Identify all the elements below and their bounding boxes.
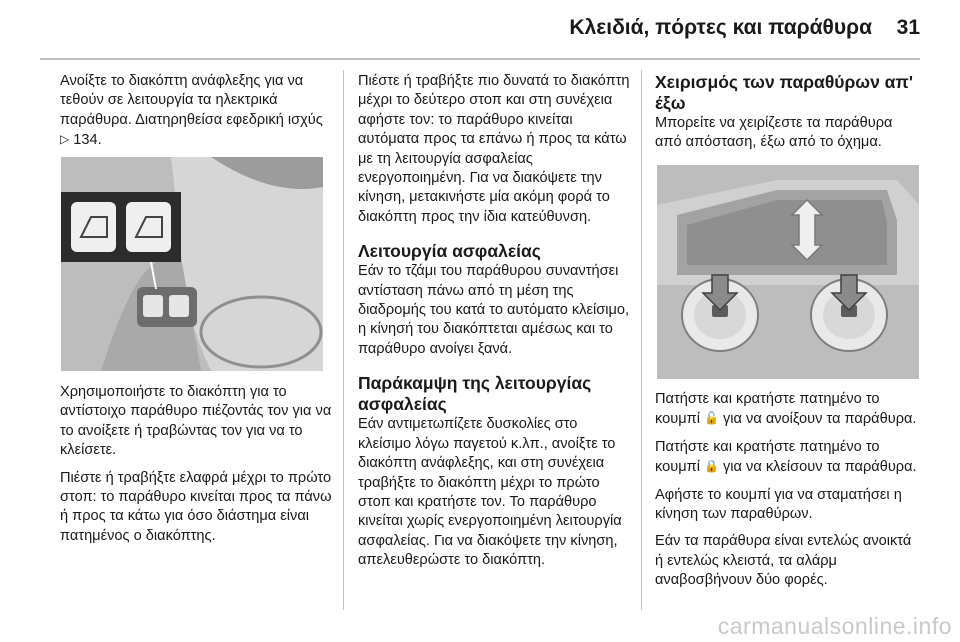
remote-key-illustration	[657, 165, 919, 379]
window-switch-left	[71, 202, 116, 252]
paragraph-ignition: Ανοίξτε το διακόπτη ανάφλεξης για να τεθούν σε λειτουργία τα ηλεκτρικά παράθυρα. Διατηρηθείσα εφεδρική ισχύς ▷ 134.	[60, 73, 323, 149]
paragraph-switch-use: Χρησιμοποιήστε το διακόπτη για το αντίστοιχο παράθυρο πιέζοντάς τον για να το ανοίξετε ή τραβώντας τον για να το κλείσετε.	[60, 384, 332, 459]
paragraph-first-stop: Πιέστε ή τραβήξτε ελαφρά μέχρι το πρώτο στοπ: το παράθυρο κινείται προς τα πάνω ή προς τα κάτω για όσο διάστημα είναι πατημένος ο διακόπτης.	[60, 469, 332, 544]
column-1-lower	[60, 383, 335, 554]
window-switch-right	[126, 202, 171, 252]
column-1	[60, 72, 330, 159]
paragraph-open: Πατήστε και κρατήστε πατημένο το κουμπί 🔓 για να ανοίξουν τα παράθυρα.	[655, 391, 917, 428]
door-switch-illustration	[61, 157, 323, 371]
paragraph-remote-intro: Μπορείτε να χειρίζεστε τα παράθυρα από απόσταση, έξω από το όχημα.	[655, 115, 893, 151]
watermark: carmanualsonline.info	[717, 613, 952, 639]
page-number: 31	[896, 16, 920, 39]
door-switch-figure	[61, 157, 323, 371]
header-rule	[40, 58, 920, 60]
paragraph-second-stop: Πιέστε ή τραβήξτε πιο δυνατά το διακόπτη μέχρι το δεύτερο στοπ και στη συνέχεια αφήστε τον: το παράθυρο κινείται αυτόματα προς τα επάνω ή προς τα κάτω με τη λειτουργία ασφαλείας ενεργοποιημένη. Για να διακόψετε την κίνηση, μετακινήστε μία ακόμη φορά το διακόπτη προς την ίδια κατεύθυνση.	[358, 73, 630, 225]
column-3-lower	[655, 390, 923, 599]
page-title: Κλειδιά, πόρτες και παράθυρα	[569, 16, 872, 39]
column-3	[655, 72, 923, 161]
paragraph-alarm: Εάν τα παράθυρα είναι εντελώς ανοικτά ή εντελώς κλειστά, τα αλάρμ αναβοσβήνουν δύο φορές.	[655, 533, 912, 589]
column-divider-2	[641, 70, 642, 610]
unlock-icon: 🔓	[704, 411, 719, 426]
heading-safety: Λειτουργία ασφαλείας	[358, 241, 541, 262]
lock-icon: 🔒	[704, 459, 719, 474]
column-divider-1	[343, 70, 344, 610]
heading-override: Παράκαμψη της λειτουργίας ασφαλείας	[358, 373, 592, 415]
paragraph-override: Εάν αντιμετωπίζετε δυσκολίες στο κλείσιμο λόγω παγετού κ.λπ., ανοίξτε το διακόπτη ανάφλεξης, και στη συνέχεια τραβήξτε το διακόπτη μέχρι το πρώτο στοπ και κρατήστε τον. Το παράθυρο κινείται χωρίς ενεργοποιημένη λειτουργία ασφαλείας. Για να διακόψετε την κίνηση, απελευθερώστε το διακόπτη.	[358, 416, 622, 569]
paragraph-safety: Εάν το τζάμι του παράθυρου συναντήσει αντίσταση πάνω από τη μέση της διαδρομής του κατά το αυτόματο κλείσιμο, η κίνησή του διακόπτεται αμέσως και το παράθυρο ανοίγει ξανά.	[358, 263, 630, 357]
paragraph-close: Πατήστε και κρατήστε πατημένο το κουμπί 🔒 για να κλείσουν τα παράθυρα.	[655, 438, 917, 476]
heading-remote: Χειρισμός των παραθύρων απ' έξω	[655, 72, 913, 113]
remote-key-figure	[657, 165, 919, 379]
column-2	[358, 72, 630, 579]
page-ref-icon: ▷	[60, 132, 70, 147]
paragraph-release: Αφήστε το κουμπί για να σταματήσει η κίνηση των παραθύρων.	[655, 486, 902, 523]
page-header	[0, 0, 960, 60]
